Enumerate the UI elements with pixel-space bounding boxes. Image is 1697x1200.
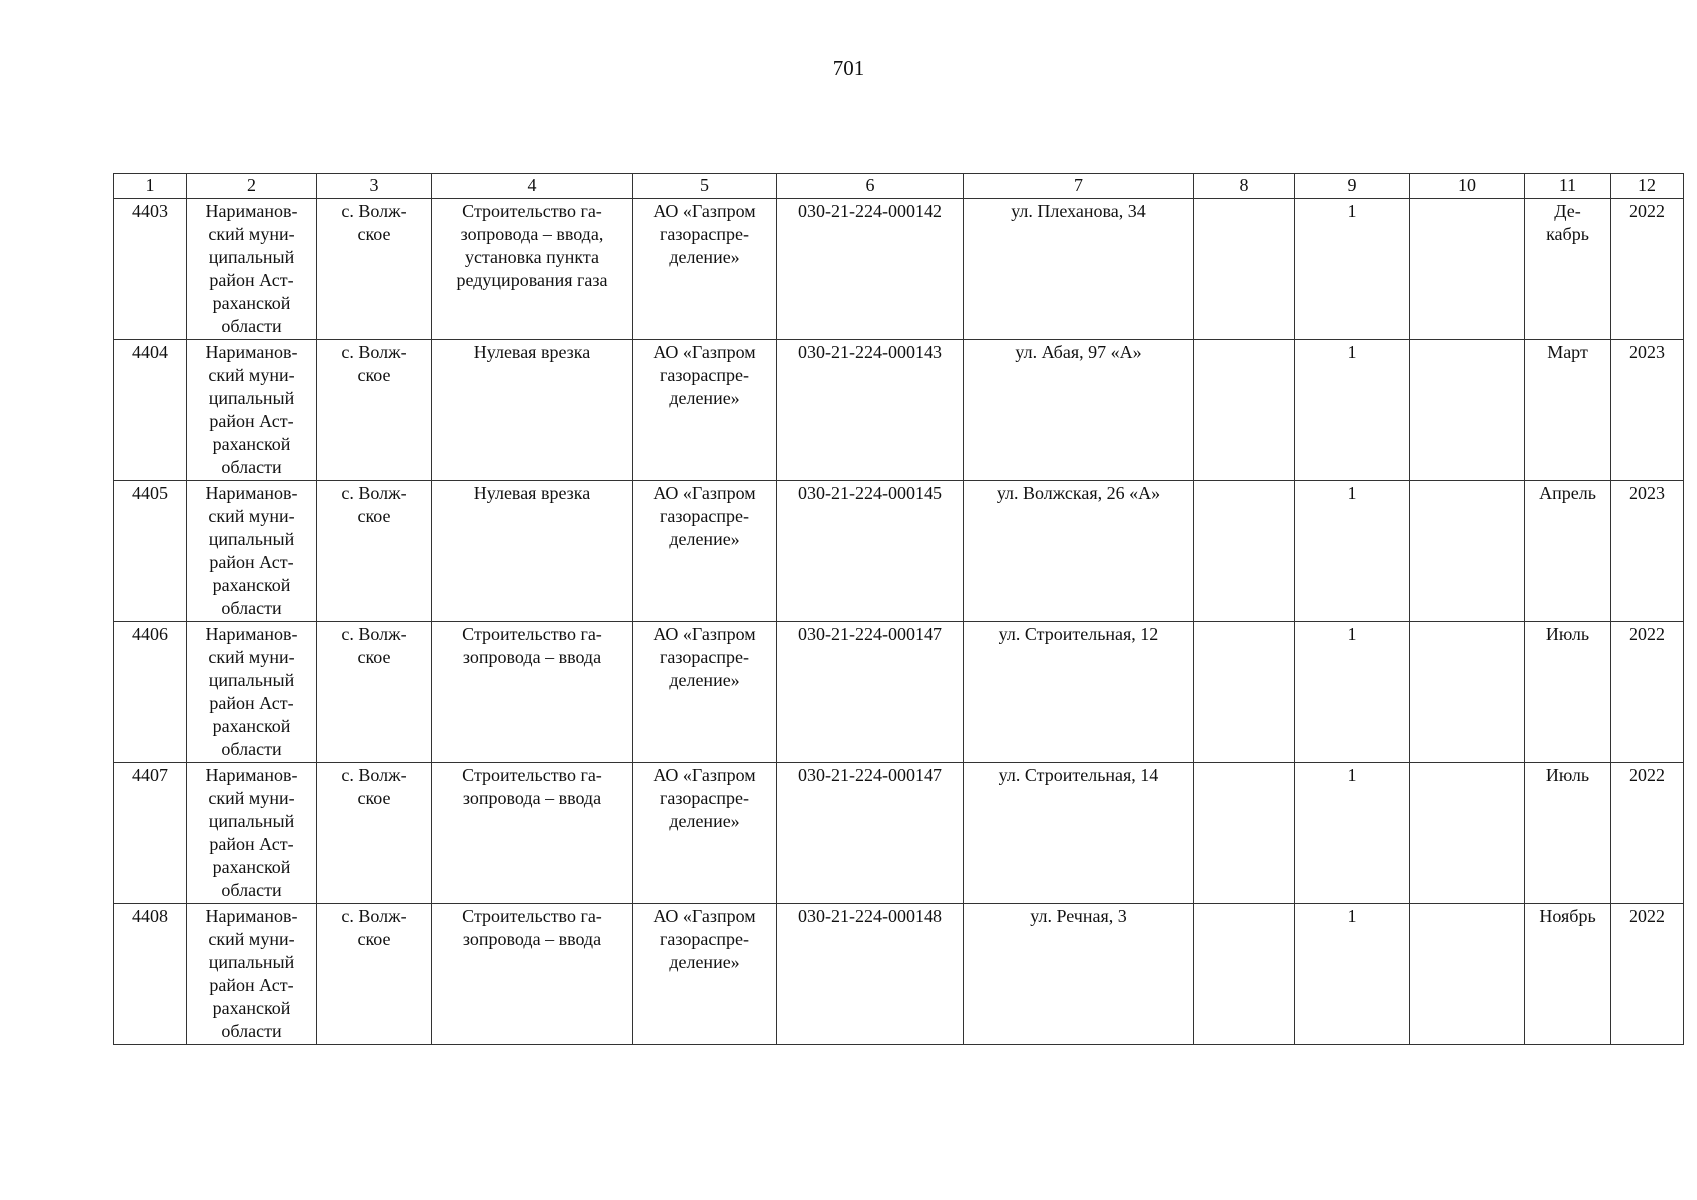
- month-cell: Де- кабрь: [1525, 199, 1611, 340]
- settlement-cell: с. Волж- ское: [317, 481, 432, 622]
- district-cell: Нариманов- ский муни- ципальный район Аст- раханской области: [187, 904, 317, 1045]
- page-number: 701: [832, 56, 865, 80]
- object-code-cell: 030-21-224-000147: [777, 622, 964, 763]
- column-9-cell: 1: [1295, 763, 1410, 904]
- district-cell: Нариманов- ский муни- ципальный район Аст- раханской области: [187, 763, 317, 904]
- object-code-cell: 030-21-224-000145: [777, 481, 964, 622]
- column-8-cell: [1194, 340, 1295, 481]
- table-row: [114, 904, 1684, 1045]
- year-cell: 2022: [1611, 199, 1684, 340]
- table-row: [114, 340, 1684, 481]
- settlement-cell: с. Волж- ское: [317, 622, 432, 763]
- column-9-cell: 1: [1295, 904, 1410, 1045]
- settlement-cell: с. Волж- ское: [317, 199, 432, 340]
- column-8-cell: [1194, 199, 1295, 340]
- table-row: [114, 763, 1684, 904]
- data-table: [113, 173, 1684, 1045]
- table-row: [114, 199, 1684, 340]
- month-cell: Июль: [1525, 763, 1611, 904]
- column-9-cell: 1: [1295, 340, 1410, 481]
- column-header: 7: [964, 174, 1194, 199]
- column-header: 8: [1194, 174, 1295, 199]
- column-9-cell: 1: [1295, 481, 1410, 622]
- month-cell: Июль: [1525, 622, 1611, 763]
- work-type-cell: Нулевая врезка: [432, 340, 633, 481]
- month-cell: Март: [1525, 340, 1611, 481]
- column-8-cell: [1194, 622, 1295, 763]
- address-cell: ул. Волжская, 26 «А»: [964, 481, 1194, 622]
- settlement-cell: с. Волж- ское: [317, 340, 432, 481]
- organization-cell: АО «Газпром газораспре- деление»: [633, 340, 777, 481]
- year-cell: 2023: [1611, 340, 1684, 481]
- object-code-cell: 030-21-224-000142: [777, 199, 964, 340]
- district-cell: Нариманов- ский муни- ципальный район Аст- раханской области: [187, 622, 317, 763]
- row-number-cell: 4408: [114, 904, 187, 1045]
- year-cell: 2023: [1611, 481, 1684, 622]
- settlement-cell: с. Волж- ское: [317, 763, 432, 904]
- table-row: [114, 622, 1684, 763]
- column-header: 3: [317, 174, 432, 199]
- row-number-cell: 4407: [114, 763, 187, 904]
- organization-cell: АО «Газпром газораспре- деление»: [633, 481, 777, 622]
- work-type-cell: Нулевая врезка: [432, 481, 633, 622]
- address-cell: ул. Плеханова, 34: [964, 199, 1194, 340]
- column-8-cell: [1194, 763, 1295, 904]
- column-header: 2: [187, 174, 317, 199]
- column-8-cell: [1194, 904, 1295, 1045]
- column-9-cell: 1: [1295, 622, 1410, 763]
- column-10-cell: [1410, 622, 1525, 763]
- work-type-cell: Строительство га- зопровода – ввода: [432, 904, 633, 1045]
- column-header: 11: [1525, 174, 1611, 199]
- column-8-cell: [1194, 481, 1295, 622]
- organization-cell: АО «Газпром газораспре- деление»: [633, 904, 777, 1045]
- address-cell: ул. Строительная, 12: [964, 622, 1194, 763]
- organization-cell: АО «Газпром газораспре- деление»: [633, 763, 777, 904]
- column-header: 9: [1295, 174, 1410, 199]
- year-cell: 2022: [1611, 904, 1684, 1045]
- column-header: 10: [1410, 174, 1525, 199]
- column-header: 6: [777, 174, 964, 199]
- settlement-cell: с. Волж- ское: [317, 904, 432, 1045]
- column-number-row: [114, 174, 1684, 199]
- object-code-cell: 030-21-224-000143: [777, 340, 964, 481]
- address-cell: ул. Речная, 3: [964, 904, 1194, 1045]
- column-10-cell: [1410, 340, 1525, 481]
- address-cell: ул. Абая, 97 «А»: [964, 340, 1194, 481]
- organization-cell: АО «Газпром газораспре- деление»: [633, 622, 777, 763]
- year-cell: 2022: [1611, 622, 1684, 763]
- object-code-cell: 030-21-224-000147: [777, 763, 964, 904]
- object-code-cell: 030-21-224-000148: [777, 904, 964, 1045]
- address-cell: ул. Строительная, 14: [964, 763, 1194, 904]
- column-header: 4: [432, 174, 633, 199]
- month-cell: Ноябрь: [1525, 904, 1611, 1045]
- column-10-cell: [1410, 904, 1525, 1045]
- column-header: 5: [633, 174, 777, 199]
- column-9-cell: 1: [1295, 199, 1410, 340]
- district-cell: Нариманов- ский муни- ципальный район Аст- раханской области: [187, 340, 317, 481]
- district-cell: Нариманов- ский муни- ципальный район Аст- раханской области: [187, 481, 317, 622]
- year-cell: 2022: [1611, 763, 1684, 904]
- organization-cell: АО «Газпром газораспре- деление»: [633, 199, 777, 340]
- row-number-cell: 4406: [114, 622, 187, 763]
- column-10-cell: [1410, 763, 1525, 904]
- district-cell: Нариманов- ский муни- ципальный район Аст- раханской области: [187, 199, 317, 340]
- row-number-cell: 4404: [114, 340, 187, 481]
- row-number-cell: 4403: [114, 199, 187, 340]
- column-10-cell: [1410, 481, 1525, 622]
- work-type-cell: Строительство га- зопровода – ввода, установка пункта редуцирования газа: [432, 199, 633, 340]
- column-header: 1: [114, 174, 187, 199]
- work-type-cell: Строительство га- зопровода – ввода: [432, 763, 633, 904]
- month-cell: Апрель: [1525, 481, 1611, 622]
- row-number-cell: 4405: [114, 481, 187, 622]
- column-10-cell: [1410, 199, 1525, 340]
- column-header: 12: [1611, 174, 1684, 199]
- work-type-cell: Строительство га- зопровода – ввода: [432, 622, 633, 763]
- table-row: [114, 481, 1684, 622]
